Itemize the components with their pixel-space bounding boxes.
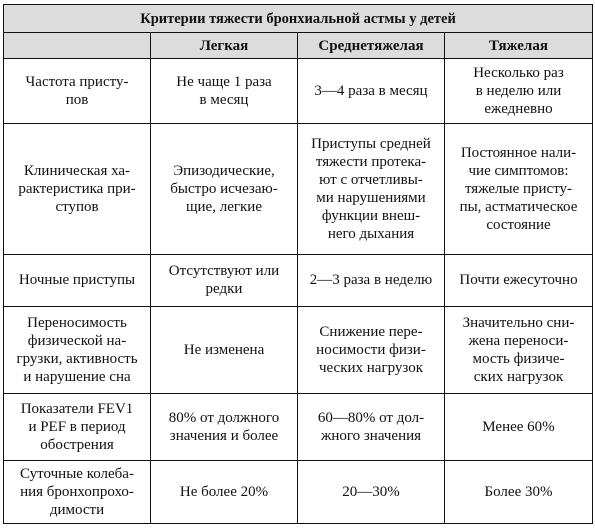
criterion-text: Показатели FEV1 и PEF в период обострения [20,401,134,454]
criterion-text: Ночные приступы [18,272,136,289]
mild-cell [151,124,298,255]
moderate-text: Снижение пере- носимости физи- ческих нагрузок [316,324,426,377]
moderate-cell [298,124,445,255]
criterion-cell [4,124,151,255]
table-row [4,461,593,524]
severe-cell [445,461,593,524]
table-row [4,254,593,306]
moderate-text: 20—30% [342,484,400,501]
severe-cell [445,306,593,394]
mild-text: Отсутствуют или редки [168,263,280,298]
criterion-cell [4,306,151,394]
mild-cell [151,254,298,306]
severe-text: Менее 60% [482,419,555,436]
severe-text: Постоянное нали- чие симптомов: тяжелые присту- пы, астматическое состояние [459,144,578,233]
table-row [4,394,593,461]
moderate-cell [298,306,445,394]
criterion-cell [4,59,151,124]
mild-cell [151,394,298,461]
criterion-text: Суточные колеба- ния бронхопрохо- димости [20,466,134,519]
asthma-severity-table [3,4,593,524]
severe-text: Более 30% [484,484,553,501]
criterion-cell [4,461,151,524]
criterion-text: Клиническая ха- рактеристика при- ступов [18,162,136,215]
mild-text: 80% от должного значения и более [168,410,280,445]
criterion-cell [4,394,151,461]
moderate-text: 2—3 раза в неделю [309,272,433,289]
severe-cell [445,254,593,306]
severe-cell [445,394,593,461]
moderate-cell [298,394,445,461]
severe-cell [445,124,593,255]
severe-cell [445,59,593,124]
moderate-text: Приступы средней тяжести протека- ют с отчетливы- ми нарушениями функции внеш- него дыхания [311,135,431,242]
table-title-row [4,5,593,33]
header-empty-cell [4,33,151,59]
mild-cell [151,306,298,394]
moderate-cell [298,59,445,124]
table-title: Критерии тяжести бронхиальной астмы у детей [4,5,593,33]
moderate-cell [298,461,445,524]
table-row [4,124,593,255]
criterion-text: Частота присту- пов [25,74,129,109]
header-mild: Легкая [151,33,298,59]
mild-text: Не чаще 1 раза в месяц [176,74,272,109]
moderate-text: 60—80% от дол- жного значения [317,410,425,445]
mild-text: Не более 20% [179,484,269,501]
table-row [4,59,593,124]
mild-text: Не изменена [183,342,265,359]
header-severe: Тяжелая [445,33,593,59]
criterion-text: Переносимость физической на- грузки, активность и нарушение сна [16,315,138,386]
moderate-cell [298,254,445,306]
header-moderate: Среднетяжелая [298,33,445,59]
mild-text: Эпизодические, быстро исчезаю- щие, легкие [170,162,278,215]
criterion-cell [4,254,151,306]
moderate-text: 3—4 раза в месяц [314,83,428,100]
table-header-row [4,33,593,59]
severe-text: Значительно сни- жена переноси- мость физиче- ских нагрузок [462,315,575,386]
mild-cell [151,59,298,124]
mild-cell [151,461,298,524]
severe-text: Почти ежесуточно [459,272,578,289]
table-row [4,306,593,394]
severe-text: Несколько раз в неделю или ежедневно [473,65,564,118]
